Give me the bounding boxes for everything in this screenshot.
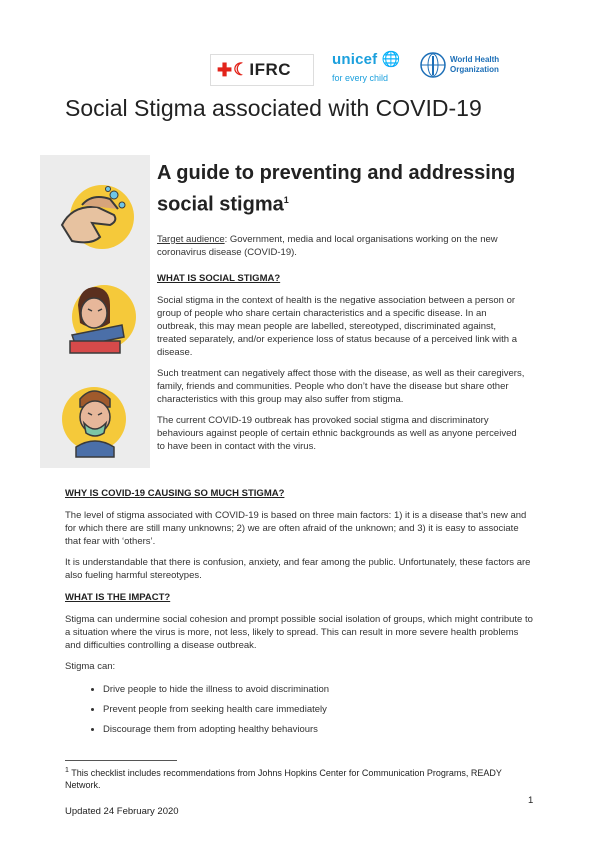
list-item: • Drive people to hide the illness to avoid discrimination [103, 683, 535, 696]
who-emblem-icon [420, 52, 446, 78]
who-logo: World Health Organization [420, 52, 499, 78]
target-audience: Target audience: Government, media and local organisations working on the new coronavirus disease (COVID-19). [157, 233, 498, 258]
footnote-divider [65, 760, 177, 761]
why-heading: WHY IS COVID-19 CAUSING SO MUCH STIGMA? [65, 488, 285, 499]
why-paragraph-1: The level of stigma associated with COVID-19 is based on three main factors: 1) it is a disease that’s new and for which there are still many unknowns; 2) we are often afraid of the unknown; and 3) it is easy to associate that fear with ‘others’. [65, 510, 527, 547]
what-is-stigma-heading: WHAT IS SOCIAL STIGMA? [157, 272, 281, 284]
stigma-paragraph-3: The current COVID-19 outbreak has provoked social stigma and discriminatory behaviours against people of certain ethnic backgrounds as well as anyone perceived to have been in contact with the virus. [157, 414, 517, 452]
page-title: Social Stigma associated with COVID-19 [65, 95, 482, 121]
hand-washing-icon [52, 175, 138, 261]
red-cross-icon: ✚ [217, 60, 233, 80]
list-item: • Prevent people from seeking health care immediately [103, 703, 535, 716]
updated-date: Updated 24 February 2020 [65, 806, 179, 817]
masked-person-icon [52, 377, 138, 463]
why-section [65, 488, 535, 582]
red-crescent-icon: ☾ [233, 60, 249, 79]
list-item: • Discourage them from adopting healthy behaviours [103, 723, 535, 736]
illustration-sidebar [40, 155, 150, 468]
impact-heading: WHAT IS THE IMPACT? [65, 592, 171, 603]
guide-section [157, 160, 527, 453]
page-number: 1 [528, 795, 534, 806]
footnote: $^1$ This checklist includes recommendations from Johns Hopkins Center for Communication Programs, READY Network. [65, 767, 502, 790]
ifrc-logo: ✚ ☾ IFRC [210, 54, 314, 86]
stigma-paragraph-2: Such treatment can negatively affect those with the disease, as well as their caregivers, family, friends and communities. People who don’t have the disease but share other characteristics with this group may also suffer from stigma. [157, 367, 525, 405]
stigma-paragraph-1: Social stigma in the context of health is the negative association between a person or group of people who share certain characteristics and a specific disease. In an outbreak, this may mean people are labelled, stereotyped, discriminated against, treated separately, and/or experience loss of status because of a perceived link with a disease. [157, 294, 517, 358]
impact-lead: Stigma can: [65, 661, 116, 672]
unicef-logo: unicef 🌐 for every child [332, 51, 401, 83]
why-paragraph-2: It is understandable that there is confusion, anxiety, and fear among the public. Unfortunately, these factors are also fueling harmful stereotypes. [65, 557, 531, 581]
sneezing-person-icon [52, 275, 138, 361]
impact-list [65, 683, 535, 736]
partner-logos [210, 44, 500, 88]
guide-title: A guide to preventing and addressing social stigma$^1$ [157, 162, 516, 216]
impact-paragraph: Stigma can undermine social cohesion and prompt possible social isolation of groups, which might contribute to a situation where the virus is more, not less, likely to spread. This can result in more severe health problems and difficulties controlling a disease outbreak. [65, 614, 533, 651]
unicef-globe-icon: 🌐 [381, 51, 401, 68]
impact-section [65, 592, 535, 743]
